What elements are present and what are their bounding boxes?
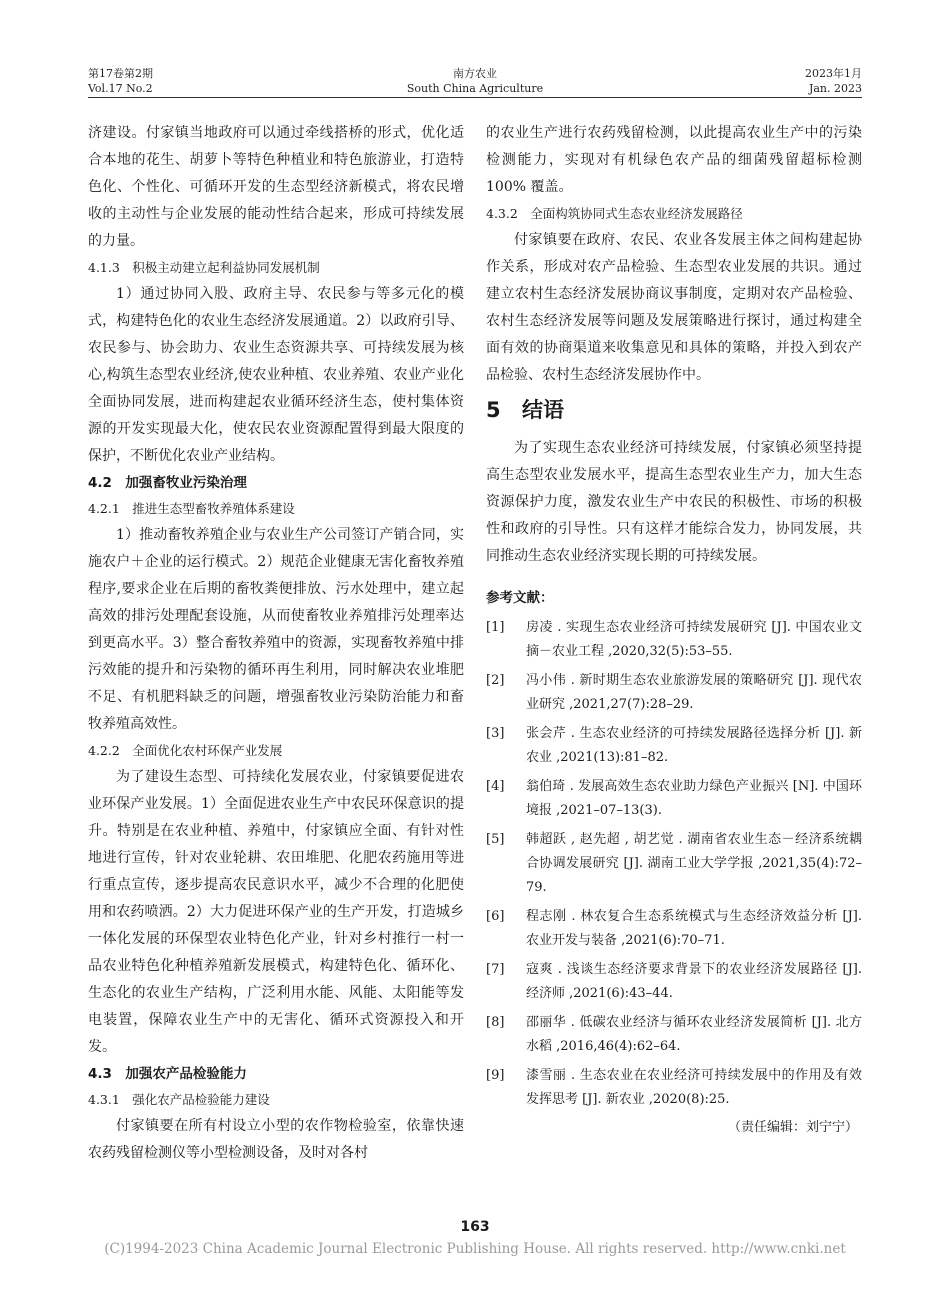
- section-heading-5: [486, 393, 862, 427]
- paragraph: 济建设。付家镇当地政府可以通过牵线搭桥的形式，优化适合本地的花生、胡萝卜等特色种植业和特色旅游业，打造特色化、个性化、可循环开发的生态型经济新模式，将农民增收的主动性与企业发展的能动性结合起来，形成可持续发展的力量。: [88, 125, 464, 249]
- reference-item: [486, 775, 862, 823]
- reference-item: [486, 1064, 862, 1112]
- subsection-heading-4-1-3: 4.1.3 积极主动建立起利益协同发展机制: [88, 260, 320, 275]
- reference-number: [9]: [486, 1068, 505, 1083]
- header-journal-cn: 南方农业: [453, 67, 497, 80]
- reference-text: 冯小伟 . 新时期生态农业旅游发展的策略研究 [J]. 现代农业研究 ,2021,27(7):28–29.: [526, 673, 862, 712]
- reference-number: [5]: [486, 832, 505, 847]
- paragraph: 1）通过协同入股、政府主导、农民参与等多元化的模式，构建特色化的农业生态经济发展通道。2）以政府引导、农民参与、协会助力、农业生态资源共享、可持续发展为核心,构筑生态型农业经济,使农业种植、农业养殖、农业产业化全面协同发展，进而构建起农业循环经济生态，使村集体资源的开发实现最大化，使农民农业资源配置得到最大限度的保护，不断优化农业产业结构。: [88, 286, 464, 464]
- reference-number: [1]: [486, 620, 505, 635]
- reference-text: 程志刚 . 林农复合生态系统模式与生态经济效益分析 [J]. 农业开发与装备 ,2021(6):70–71.: [526, 909, 862, 948]
- section-number: 5: [486, 398, 501, 422]
- page-number: 163: [460, 1219, 490, 1235]
- reference-item: [486, 905, 862, 953]
- paragraph: 的农业生产进行农药残留检测，以此提高农业生产中的污染检测能力，实现对有机绿色农产品的细菌残留超标检测 100% 覆盖。: [486, 125, 862, 195]
- header-date-cn: 2023年1月: [805, 67, 862, 80]
- paragraph: 1）推动畜牧养殖企业与农业生产公司签订产销合同，实施农户＋企业的运行模式。2）规范企业健康无害化畜牧养殖程序,要求企业在后期的畜牧粪便排放、污水处理中，建立起高效的排污处理配套设施，从而使畜牧业养殖排污处理率达到更高水平。3）整合畜牧养殖中的资源，实现畜牧养殖中排污效能的提升和污染物的循环再生利用，同时解决农业堆肥不足、有机肥料缺乏的问题，增强畜牧业污染防治能力和畜牧养殖高效性。: [88, 527, 464, 732]
- paragraph: 为了实现生态农业经济可持续发展，付家镇必须坚持提高生态型农业发展水平，提高生态型农业生产力，加大生态资源保护力度，激发农业生产中农民的积极性、市场的积极性和政府的引导性。只有这样才能综合发力，协同发展，共同推动生态农业经济实现长期的可持续发展。: [486, 440, 862, 564]
- reference-text: 张会芹 . 生态农业经济的可持续发展路径选择分析 [J]. 新农业 ,2021(13):81–82.: [526, 726, 862, 765]
- references-heading: 参考文献：: [486, 590, 554, 606]
- paragraph: 付家镇要在政府、农民、农业各发展主体之间构建起协作关系，形成对农产品检验、生态型农业发展的共识。通过建立农村生态经济发展协商议事制度，定期对农产品检验、农村生态经济发展等问题及发展策略进行探讨，通过构建全面有效的协商渠道来收集意见和具体的策略，并投入到农产品检验、农村生态经济发展协作中。: [486, 232, 862, 383]
- reference-text: 寇爽 . 浅谈生态经济要求背景下的农业经济发展路径 [J]. 经济师 ,2021(6):43–44.: [526, 962, 862, 1001]
- reference-number: [6]: [486, 909, 505, 924]
- header-rule: [88, 97, 862, 98]
- header-date: [805, 66, 862, 96]
- reference-item: [486, 828, 862, 900]
- reference-text: 房凌 . 实现生态农业经济可持续发展研究 [J]. 中国农业文摘－农业工程 ,2020,32(5):53–55.: [526, 620, 862, 659]
- reference-number: [3]: [486, 726, 505, 741]
- left-column: [88, 120, 464, 1167]
- reference-number: [4]: [486, 779, 505, 794]
- paragraph: 付家镇要在所有村设立小型的农作物检验室，依靠快速农药残留检测仪等小型检测设备，及时对各村: [88, 1118, 464, 1161]
- reference-item: [486, 616, 862, 664]
- references-list: [486, 616, 862, 1112]
- header-date-en: Jan. 2023: [808, 82, 862, 95]
- section-heading-4-2: 4.2 加强畜牧业污染治理: [88, 475, 247, 491]
- reference-text: 翁伯琦 . 发展高效生态农业助力绿色产业振兴 [N]. 中国环境报 ,2021–07–13(3).: [526, 779, 862, 818]
- subsection-heading-4-3-2: 4.3.2 全面构筑协同式生态农业经济发展路径: [486, 206, 743, 221]
- reference-text: 邵丽华 . 低碳农业经济与循环农业经济发展简析 [J]. 北方水稻 ,2016,46(4):62–64.: [526, 1015, 862, 1054]
- header-volume-en: Vol.17 No.2: [88, 82, 153, 95]
- right-column: [486, 120, 862, 1139]
- header-volume-cn: 第17卷第2期: [88, 67, 153, 80]
- reference-item: [486, 1011, 862, 1059]
- copyright-notice: (C)1994-2023 China Academic Journal Electronic Publishing House. All rights reserved. http://www.cnki.net: [104, 1241, 846, 1257]
- reference-number: [2]: [486, 673, 505, 688]
- section-title: 结语: [522, 398, 564, 422]
- reference-item: [486, 958, 862, 1006]
- reference-item: [486, 722, 862, 770]
- subsection-heading-4-2-1: 4.2.1 推进生态型畜牧养殖体系建设: [88, 501, 295, 516]
- section-heading-4-3: 4.3 加强农产品检验能力: [88, 1066, 247, 1082]
- reference-text: 韩超跃 , 赵先超 , 胡艺觉 . 湖南省农业生态－经济系统耦合协调发展研究 [J]. 湖南工业大学学报 ,2021,35(4):72–79.: [526, 832, 862, 895]
- responsible-editor: （责任编辑：刘宁宁）: [727, 1120, 858, 1135]
- reference-number: [7]: [486, 962, 505, 977]
- subsection-heading-4-3-1: 4.3.1 强化农产品检验能力建设: [88, 1092, 270, 1107]
- header-journal-en: South China Agriculture: [406, 82, 544, 95]
- reference-number: [8]: [486, 1015, 505, 1030]
- reference-item: [486, 669, 862, 717]
- paragraph: 为了建设生态型、可持续化发展农业，付家镇要促进农业环保产业发展。1）全面促进农业生产中农民环保意识的提升。特别是在农业种植、养殖中，付家镇应全面、有针对性地进行宣传，针对农业轮耕、农田堆肥、化肥农药施用等进行重点宣传，逐步提高农民意识水平，减少不合理的化肥使用和农药喷洒。2）大力促进环保产业的生产开发，打造城乡一体化发展的环保型农业特色化产业，针对乡村推行一村一品农业特色化种植养殖新发展模式，构建特色化、循环化、生态化的农业生产结构，广泛利用水能、风能、太阳能等发电装置，保障农业生产中的无害化、循环式资源投入和开发。: [88, 769, 464, 1055]
- subsection-heading-4-2-2: 4.2.2 全面优化农村环保产业发展: [88, 743, 283, 758]
- reference-text: 漆雪丽 . 生态农业在农业经济可持续发展中的作用及有效发挥思考 [J]. 新农业 ,2020(8):25.: [526, 1068, 862, 1107]
